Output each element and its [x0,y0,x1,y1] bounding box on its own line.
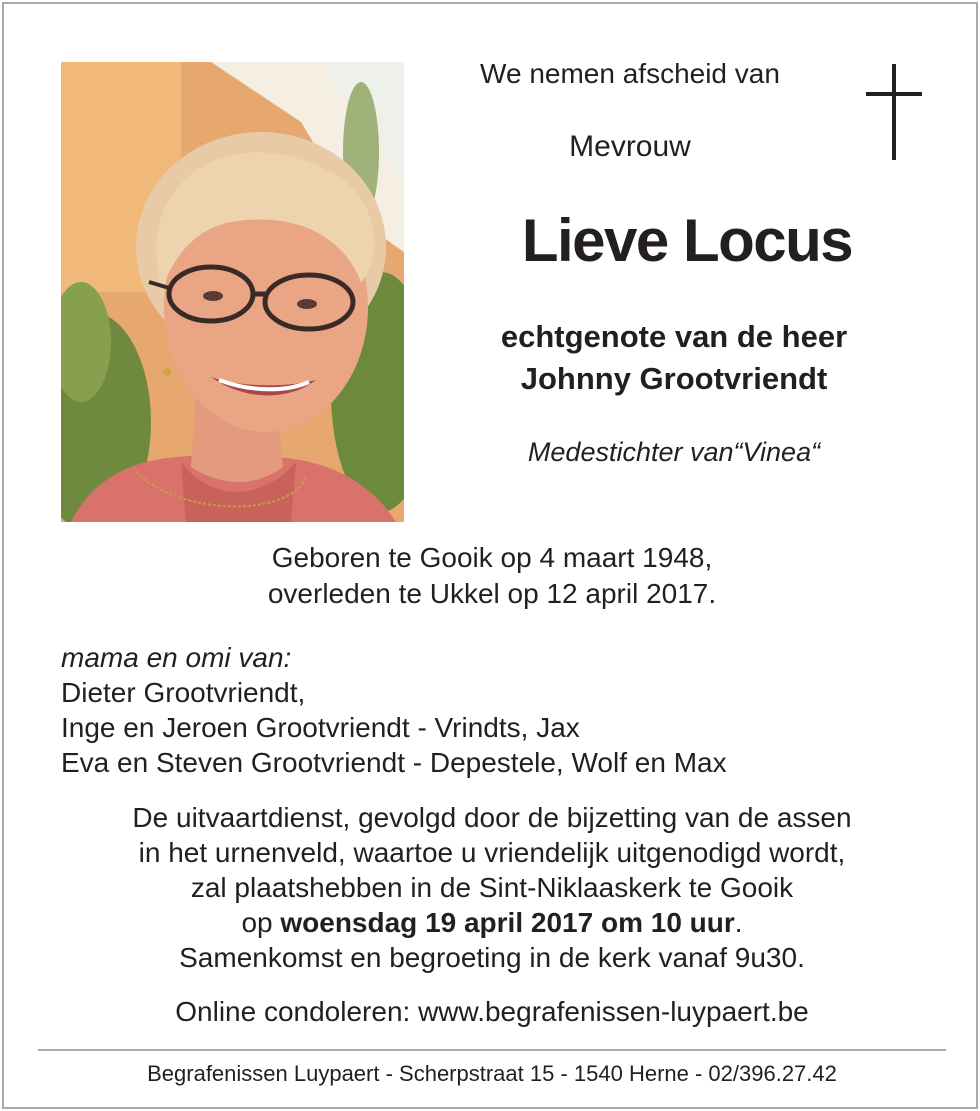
service-date-suffix: . [734,907,743,938]
service-date: woensdag 19 april 2017 om 10 uur [280,907,735,938]
service-line-3: zal plaatshebben in de Sint-Niklaaskerk te Gooik [190,872,794,903]
dates-block [4,540,980,612]
spouse-block [424,316,924,400]
funeral-home-footer: Begrafenissen Luypaert - Scherpstraat 15 - 1540 Herne - 02/396.27.42 [147,1061,837,1086]
family-member: Dieter Grootvriendt, [61,677,306,708]
family-label: mama en omi van: [61,642,292,673]
service-line-4 [4,905,980,940]
service-line-5: Samenkomst en begroeting in de kerk vanaf 9u30. [179,942,805,973]
family-block [61,640,727,780]
intro-text: We nemen afscheid van [480,58,780,89]
death-line: overleden te Ukkel op 12 april 2017. [267,578,717,609]
deceased-name: Lieve Locus [521,207,853,274]
honorific: Mevrouw [569,130,691,163]
family-member: Inge en Jeroen Grootvriendt - Vrindts, Jax [61,712,580,743]
portrait-photo [61,62,404,522]
role-text: Medestichter van“Vinea“ [527,437,821,467]
service-block [4,800,980,975]
online-condolence: Online condoleren: www.begrafenissen-luypaert.be [175,996,809,1027]
family-member: Eva en Steven Grootvriendt - Depestele, Wolf en Max [61,747,727,778]
service-line-2: in het urnenveld, waartoe u vriendelijk uitgenodigd wordt, [138,837,846,868]
cross-icon [866,64,922,165]
death-notice-card [2,2,978,1109]
divider [38,1049,946,1051]
birth-line: Geboren te Gooik op 4 maart 1948, [271,542,713,573]
service-date-prefix: op [241,907,281,938]
spouse-line-1: echtgenote van de heer [500,319,848,354]
service-line-1: De uitvaartdienst, gevolgd door de bijzetting van de assen [132,802,852,833]
spouse-name: Johnny Grootvriendt [520,361,828,396]
